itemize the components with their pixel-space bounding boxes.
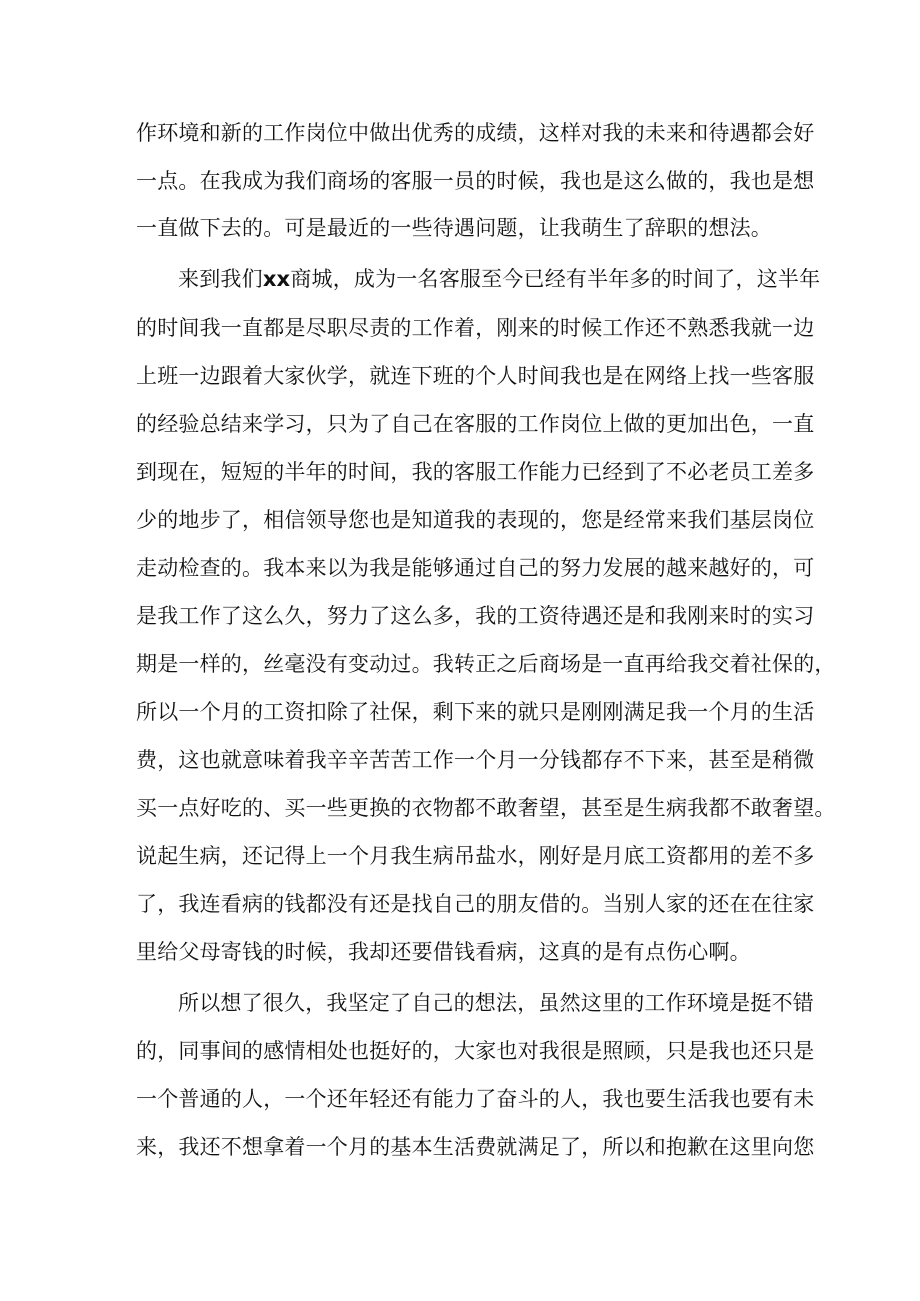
text-line: 一个普通的人，一个还年轻还有能力了奋斗的人，我也要生活我也要有未 — [136, 1087, 815, 1111]
text-line: 走动检查的。我本来以为我是能够通过自己的努力发展的越来越好的，可 — [136, 556, 815, 580]
text-line: 的经验总结来学习，只为了自己在客服的工作岗位上做的更加出色，一直 — [136, 412, 815, 436]
text-line: 少的地步了，相信领导您也是知道我的表现的，您是经常来我们基层岗位 — [136, 508, 815, 532]
text-line: 说起生病，还记得上一个月我生病吊盐水，刚好是月底工资都用的差不多 — [136, 844, 815, 868]
text-line: 的时间我一直都是尽职尽责的工作着，刚来的时候工作还不熟悉我就一边 — [136, 316, 815, 340]
text-line: 来，我还不想拿着一个月的基本生活费就满足了，所以和抱歉在这里向您 — [136, 1135, 815, 1159]
text-line: 一直做下去的。可是最近的一些待遇问题，让我萌生了辞职的想法。 — [136, 216, 772, 240]
text-segment: 来到我们 — [178, 267, 263, 291]
text-line: 费，这也就意味着我辛辛苦苦工作一个月一分钱都存不下来，甚至是稍微 — [136, 748, 815, 772]
text-line: 的，同事间的感情相处也挺好的，大家也对我很是照顾，只是我也还只是 — [136, 1039, 815, 1063]
text-line: 是我工作了这么久，努力了这么多，我的工资待遇还是和我刚来时的实习 — [136, 604, 815, 628]
text-line: 一点。在我成为我们商场的客服一员的时候，我也是这么做的，我也是想 — [136, 169, 815, 193]
paragraph-first-line — [178, 264, 838, 294]
text-line: 了，我连看病的钱都没有还是找自己的朋友借的。当别人家的还在在往家 — [136, 892, 815, 916]
text-line: 买一点好吃的、买一些更换的衣物都不敢奢望，甚至是生病我都不敢奢望。 — [136, 796, 836, 820]
text-line: 到现在，短短的半年的时间，我的客服工作能力已经到了不必老员工差多 — [136, 460, 815, 484]
text-line: 期是一样的，丝毫没有变动过。我转正之后商场是一直再给我交着社保的， — [136, 652, 836, 676]
text-line: 作环境和新的工作岗位中做出优秀的成绩，这样对我的未来和待遇都会好 — [136, 121, 815, 145]
paragraph-first-line: 所以想了很久，我坚定了自己的想法，虽然这里的工作环境是挺不错 — [178, 991, 814, 1015]
placeholder-text: xx — [262, 267, 291, 291]
text-segment: 商城，成为一名客服至今已经有半年多的时间了，这半年 — [290, 267, 821, 291]
text-line: 上班一边跟着大家伙学，就连下班的个人时间我也是在网络上找一些客服 — [136, 364, 815, 388]
text-line: 所以一个月的工资扣除了社保，剩下来的就只是刚刚满足我一个月的生活 — [136, 700, 815, 724]
text-line: 里给父母寄钱的时候，我却还要借钱看病，这真的是有点伤心啊。 — [136, 940, 751, 964]
